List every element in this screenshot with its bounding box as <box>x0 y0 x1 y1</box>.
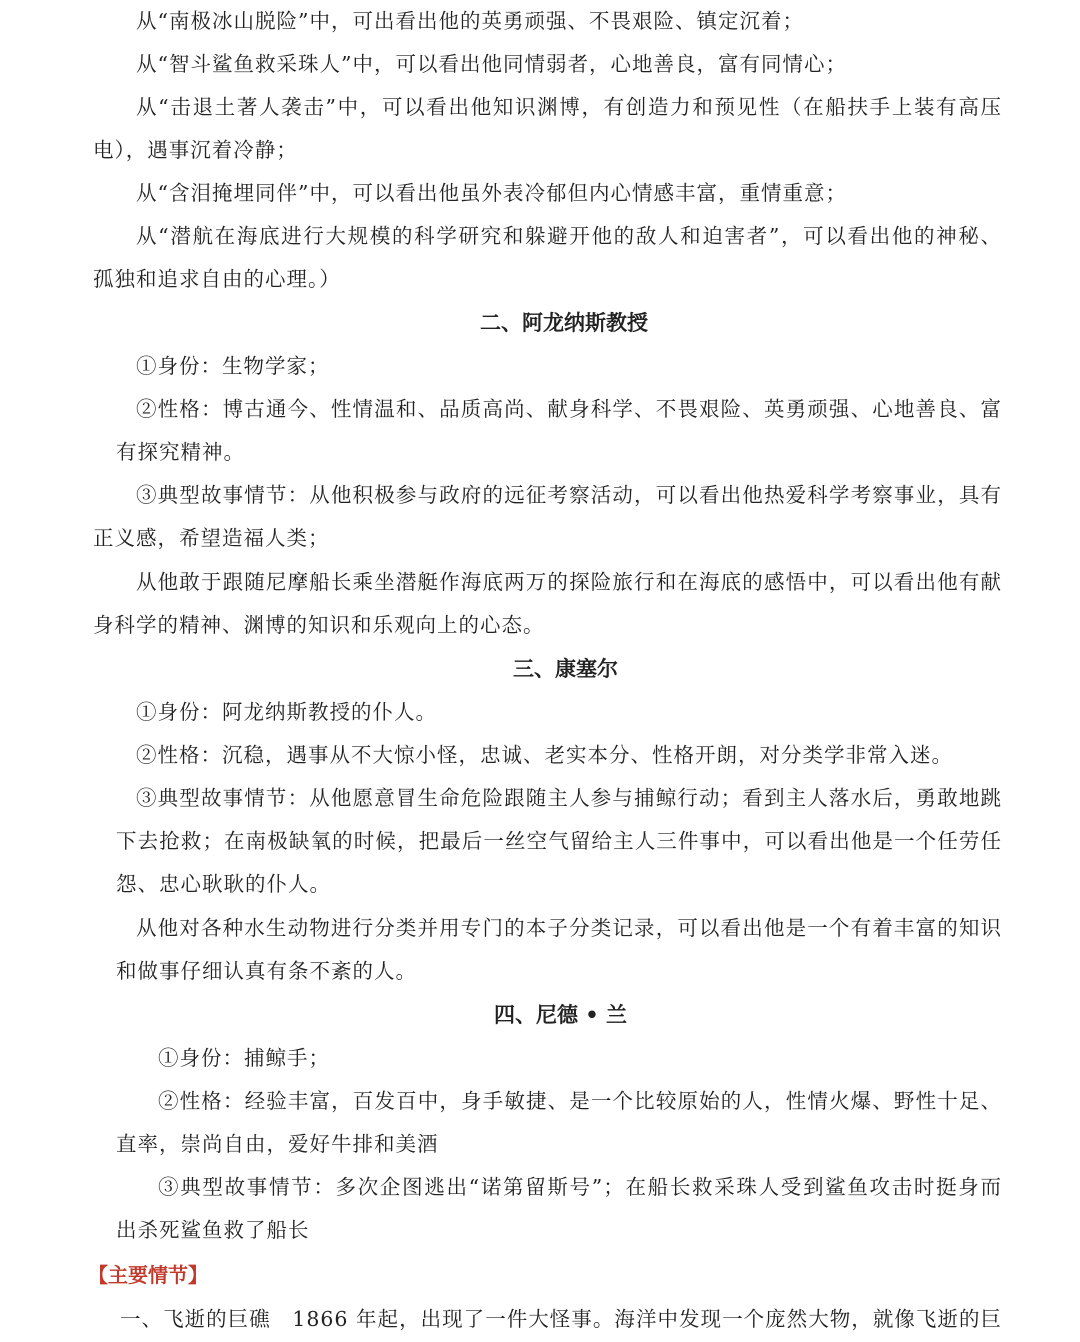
nemo-trait-line: 从“南极冰山脱险”中，可出看出他的英勇顽强、不畏艰险、镇定沉着； <box>136 9 804 33</box>
conseil-line: 从他对各种水生动物进行分类并用专门的本子分类记录，可以看出他是一个有着丰富的知识 <box>136 916 1002 940</box>
section-heading-conseil: 三、康塞尔 <box>513 657 618 681</box>
conseil-line: 和做事仔细认真有条不紊的人。 <box>116 959 417 983</box>
nemo-trait-line: 从“击退土著人袭击”中，可以看出他知识渊博，有创造力和预见性（在船扶手上装有高压 <box>136 95 1002 119</box>
ned-line: ③典型故事情节：多次企图逃出“诺第留斯号”；在船长救采珠人受到鲨鱼攻击时挺身而 <box>158 1175 1002 1199</box>
nemo-trait-line: 从“智斗鲨鱼救采珠人”中，可以看出他同情弱者，心地善良，富有同情心； <box>136 52 847 76</box>
conseil-line: 怨、忠心耿耿的仆人。 <box>116 872 331 896</box>
aronnax-line: 身科学的精神、渊博的知识和乐观向上的心态。 <box>93 613 545 637</box>
nemo-trait-line: 从“含泪掩埋同伴”中，可以看出他虽外表冷郁但内心情感丰富，重情重意； <box>136 181 847 205</box>
nemo-trait-line: 从“潜航在海底进行大规模的科学研究和躲避开他的敌人和迫害者”，可以看出他的神秘、 <box>136 224 1002 248</box>
aronnax-line: ②性格：博古通今、性情温和、品质高尚、献身科学、不畏艰险、英勇顽强、心地善良、富 <box>136 397 1002 421</box>
conseil-line: ③典型故事情节：从他愿意冒生命危险跟随主人参与捕鲸行动；看到主人落水后，勇敢地跳 <box>136 786 1002 810</box>
aronnax-line: 正义感，希望造福人类； <box>93 526 330 550</box>
ned-line: ①身份：捕鲸手； <box>158 1046 330 1070</box>
conseil-line: 下去抢救；在南极缺氧的时候，把最后一丝空气留给主人三件事中，可以看出他是一个任劳任 <box>116 829 1002 853</box>
conseil-line: ②性格：沉稳，遇事从不大惊小怪，忠诚、老实本分、性格开朗，对分类学非常入迷。 <box>136 743 953 767</box>
ned-line: ②性格：经验丰富，百发百中，身手敏捷、是一个比较原始的人，性情火爆、野性十足、 <box>158 1089 1002 1113</box>
conseil-line: ①身份：阿龙纳斯教授的仆人。 <box>136 700 437 724</box>
aronnax-line: 有探究精神。 <box>116 440 245 464</box>
ned-line: 直率，崇尚自由，爱好牛排和美酒 <box>116 1132 439 1156</box>
section-heading-ned: 四、尼德 • 兰 <box>494 1003 628 1027</box>
aronnax-line: ③典型故事情节：从他积极参与政府的远征考察活动，可以看出他热爱科学考察事业，具有 <box>136 483 1002 507</box>
main-plot-tag: 【主要情节】 <box>88 1263 208 1287</box>
aronnax-line: ①身份：生物学家； <box>136 354 330 378</box>
section-heading-aronnax: 二、阿龙纳斯教授 <box>480 311 648 335</box>
nemo-trait-line: 孤独和追求自由的心理。） <box>93 267 341 291</box>
nemo-trait-line: 电），遇事沉着冷静； <box>93 138 298 162</box>
ned-line: 出杀死鲨鱼救了船长 <box>116 1218 310 1242</box>
aronnax-line: 从他敢于跟随尼摩船长乘坐潜艇作海底两万的探险旅行和在海底的感悟中，可以看出他有献 <box>136 570 1002 594</box>
main-plot-first-line: 一、飞逝的巨礁 1866 年起，出现了一件大怪事。海洋中发现一个庞然大物，就像飞逝的巨 <box>120 1307 1002 1331</box>
